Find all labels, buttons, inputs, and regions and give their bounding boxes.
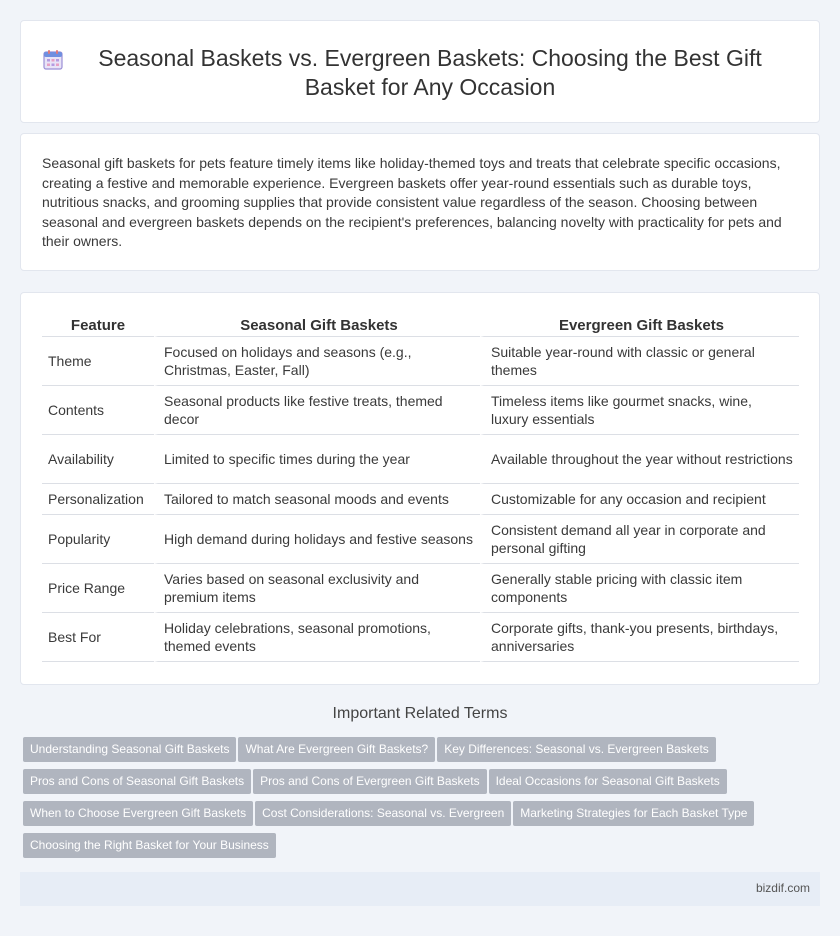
intro-paragraph: Seasonal gift baskets for pets feature timely items like holiday-themed toys and treats that celebrate specific occasions, creating a festive and memorable experience. Evergreen baskets offer year-round essentials such as durable toys, nutritious snacks, and grooming supplies that provide consistent value regardless of the season. Choosing between seasonal and evergreen baskets depends on the recipient's preferences, balancing novelty with practicality for pets and their owners. — [42, 155, 782, 250]
evergreen-cell: Consistent demand all year in corporate and personal gifting — [480, 515, 799, 564]
feature-cell: Best For — [42, 613, 154, 662]
table-row — [42, 564, 799, 613]
related-terms-heading: Important Related Terms — [332, 705, 508, 722]
related-tag[interactable]: Key Differences: Seasonal vs. Evergreen Baskets — [437, 737, 716, 762]
seasonal-cell: Holiday celebrations, seasonal promotions, themed events — [154, 613, 480, 662]
seasonal-cell: Tailored to match seasonal moods and events — [154, 484, 480, 515]
header-evergreen: Evergreen Gift Baskets — [480, 317, 799, 337]
table-row — [42, 386, 799, 435]
feature-cell: Popularity — [42, 515, 154, 564]
table-row — [42, 435, 799, 484]
header-feature: Feature — [42, 317, 154, 337]
table-row — [42, 515, 799, 564]
feature-cell: Availability — [42, 435, 154, 484]
page-title: Seasonal Baskets vs. Evergreen Baskets: Choosing the Best Gift Basket for Any Occasion — [98, 45, 762, 100]
table-header-row — [42, 317, 799, 337]
related-tag[interactable]: Cost Considerations: Seasonal vs. Evergreen — [255, 801, 511, 826]
evergreen-cell: Corporate gifts, thank-you presents, birthdays, anniversaries — [480, 613, 799, 662]
seasonal-cell: Varies based on seasonal exclusivity and premium items — [154, 564, 480, 613]
footer — [20, 872, 820, 906]
evergreen-cell: Timeless items like gourmet snacks, wine, luxury essentials — [480, 386, 799, 435]
comparison-table — [42, 317, 799, 662]
feature-cell: Personalization — [42, 484, 154, 515]
evergreen-cell: Customizable for any occasion and recipient — [480, 484, 799, 515]
feature-cell: Theme — [42, 337, 154, 386]
seasonal-cell: Limited to specific times during the year — [154, 435, 480, 484]
related-tag[interactable]: Pros and Cons of Evergreen Gift Baskets — [253, 769, 486, 794]
table-row — [42, 613, 799, 662]
header-seasonal: Seasonal Gift Baskets — [154, 317, 480, 337]
related-tag[interactable]: Marketing Strategies for Each Basket Type — [513, 801, 754, 826]
related-terms-tags — [23, 737, 813, 865]
related-tag[interactable]: Choosing the Right Basket for Your Business — [23, 833, 276, 858]
evergreen-cell: Suitable year-round with classic or general themes — [480, 337, 799, 386]
title-card — [20, 20, 820, 123]
seasonal-cell: Seasonal products like festive treats, themed decor — [154, 386, 480, 435]
comparison-table-card — [20, 292, 820, 685]
feature-cell: Contents — [42, 386, 154, 435]
related-tag[interactable]: What Are Evergreen Gift Baskets? — [238, 737, 435, 762]
intro-card — [20, 133, 820, 271]
footer-site-link[interactable]: bizdif.com — [755, 881, 810, 895]
seasonal-cell: High demand during holidays and festive seasons — [154, 515, 480, 564]
related-tag[interactable]: Ideal Occasions for Seasonal Gift Baskets — [489, 769, 727, 794]
evergreen-cell: Generally stable pricing with classic item components — [480, 564, 799, 613]
table-row — [42, 484, 799, 515]
related-tag[interactable]: Pros and Cons of Seasonal Gift Baskets — [23, 769, 251, 794]
evergreen-cell: Available throughout the year without restrictions — [480, 435, 799, 484]
table-row — [42, 337, 799, 386]
seasonal-cell: Focused on holidays and seasons (e.g., Christmas, Easter, Fall) — [154, 337, 480, 386]
feature-cell: Price Range — [42, 564, 154, 613]
related-tag[interactable]: When to Choose Evergreen Gift Baskets — [23, 801, 253, 826]
related-tag[interactable]: Understanding Seasonal Gift Baskets — [23, 737, 236, 762]
